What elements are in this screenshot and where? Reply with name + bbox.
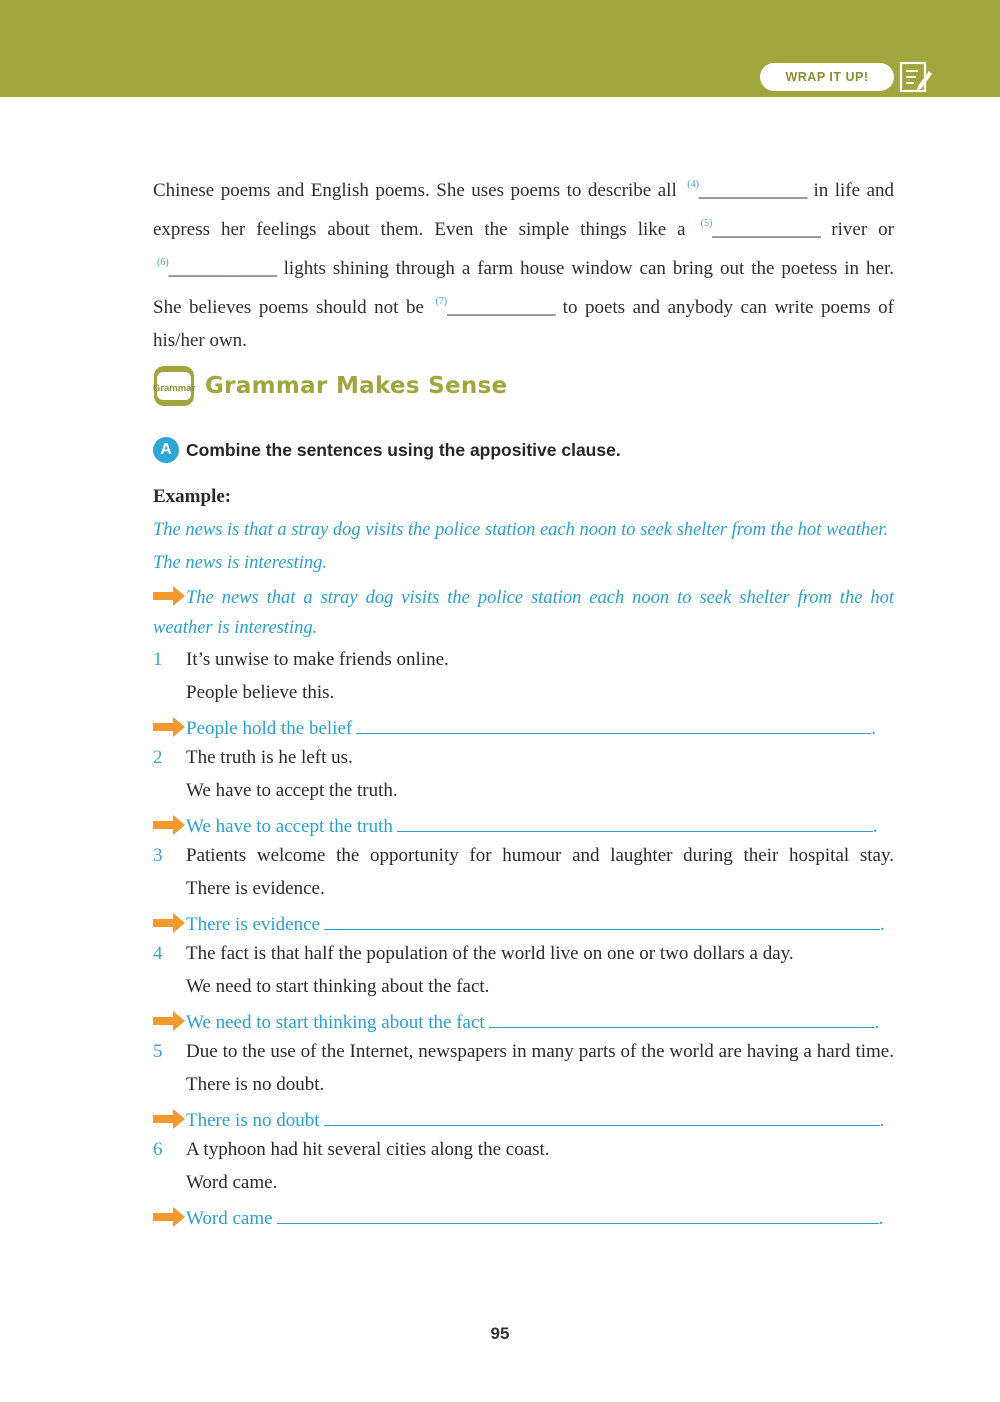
item-number: 6 [153,1139,163,1160]
answer-blank-input[interactable] [489,1010,875,1028]
footnote-4: (4) [687,179,699,190]
answer-blank-input[interactable] [397,814,873,832]
answer-blank-input[interactable] [324,1108,880,1126]
answer-prompt: There is no doubt [186,1110,320,1131]
example-sentence-1: The news is that a stray dog visits the police station each noon to seek shelter from the hot weather. [153,520,889,540]
blank-4: ____________ [698,180,807,201]
answer-period: . [872,816,878,837]
example-sentence-2: The news is interesting. [153,553,328,573]
answer-line [153,1010,879,1035]
wrap-it-up-label: WRAP IT UP! [760,63,894,91]
item-sentence-1: The fact is that half the population of the world live on one or two dollars a day. [186,943,794,964]
answer-line [153,1108,884,1133]
answer-prompt: We have to accept the truth [186,816,393,837]
item-number: 5 [153,1041,163,1062]
arrow-icon [153,1109,185,1129]
item-sentence-2: People believe this. [186,682,335,703]
answer-prompt: There is evidence [186,914,320,935]
answer-prompt: People hold the belief [186,718,353,739]
answer-blank-input[interactable] [324,912,880,930]
answer-period: . [871,718,876,739]
item-sentence-2: Word came. [186,1172,278,1193]
answer-period: . [879,1110,885,1131]
arrow-icon [153,717,185,737]
arrow-icon [153,815,185,835]
answer-line [153,814,878,839]
task-letter-badge: A [153,437,179,463]
task-instruction: Combine the sentences using the appositive clause. [186,439,621,460]
notepad-pencil-icon [898,59,934,95]
arrow-icon [153,1011,185,1031]
svg-text:Grammar: Grammar [152,383,196,394]
footnote-6: (6) [157,257,169,268]
item-sentence-2: There is no doubt. [186,1074,325,1095]
example-label: Example: [153,486,232,507]
item-number: 2 [153,747,163,768]
answer-line [153,1206,883,1231]
blank-5: ____________ [712,219,821,240]
item-sentence-2: We need to start thinking about the fact. [186,976,490,997]
blank-6: ____________ [168,258,277,279]
example-answer: The news that a stray dog visits the police station each noon to seek shelter from the hot weather is interesting. [153,588,894,638]
grammar-badge-icon [152,364,196,408]
item-sentence-1: Due to the use of the Internet, newspapers in many parts of the world are having a hard time. [186,1041,894,1062]
section-title: Grammar Makes Sense [205,373,508,399]
item-sentence-1: The truth is he left us. [186,747,353,768]
answer-period: . [878,1208,884,1229]
arrow-icon [153,1207,185,1227]
answer-prompt: We need to start thinking about the fact [186,1012,485,1033]
item-number: 3 [153,845,163,866]
page-number: 95 [490,1324,510,1343]
arrow-icon [153,913,185,933]
item-sentence-2: There is evidence. [186,878,325,899]
item-number: 4 [153,943,163,964]
item-number: 1 [153,649,163,670]
arrow-icon [153,586,185,606]
answer-blank-input[interactable] [277,1206,879,1224]
footnote-7: (7) [435,296,448,307]
answer-prompt: Word came [186,1208,273,1229]
answer-line [153,716,876,741]
poem-paragraph: Chinese poems and English poems. She uses poems to describe all $^{(4)}$____________ in life and express her feelings about them. Even the simple things like a $^{(5)}$____________ river or $^{(6)}$____________ lights shining through a farm house window can bring out the poetess in her. She believes poems should not be $^{(7)}$____________ to poets and anybody can write poems of his/her own. [153,179,895,351]
item-sentence-1: It’s unwise to make friends online. [186,649,449,670]
answer-period: . [879,914,885,935]
answer-period: . [874,1012,880,1033]
item-sentence-1: Patients welcome the opportunity for humour and laughter during their hospital stay. [186,845,894,866]
section-heading [152,363,507,409]
item-sentence-2: We have to accept the truth. [186,780,398,801]
task-a [153,437,621,463]
answer-line [153,912,885,937]
item-sentence-1: A typhoon had hit several cities along the coast. [186,1139,550,1160]
footnote-5: (5) [700,218,713,229]
blank-7: ____________ [447,297,556,318]
answer-blank-input[interactable] [356,716,871,734]
